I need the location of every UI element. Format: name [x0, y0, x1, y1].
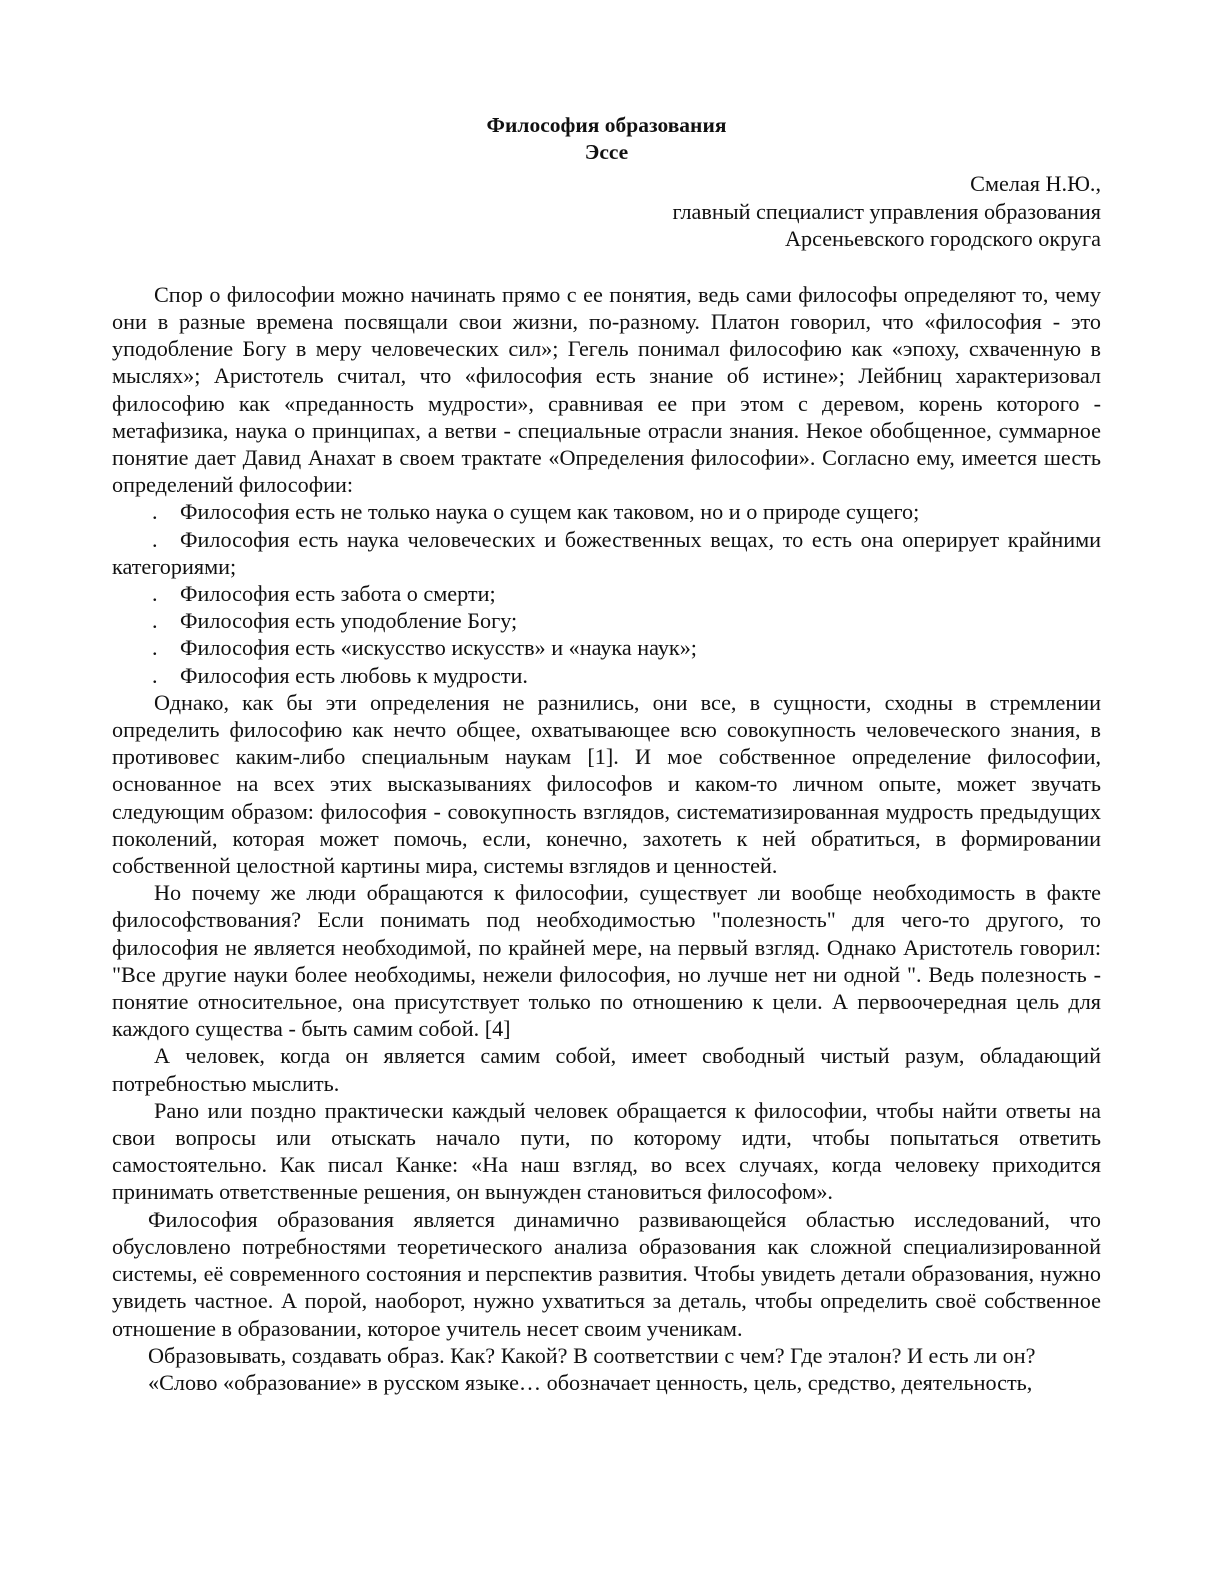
document-page: [112, 112, 1101, 1396]
list-item-text: Философия есть «искусство искусств» и «наука наук»;: [180, 635, 697, 661]
list-item-text: Философия есть наука человеческих и божественных вещах, то есть она оперирует крайними категориями;: [112, 526, 1101, 579]
document-title: Философия образования: [486, 113, 727, 137]
author-name: Смелая Н.Ю.,: [970, 171, 1101, 196]
paragraph-education-philosophy: Философия образования является динамично развивающейся областью исследований, что обусловлено потребностями теоретического анализа образования как сложной специализированной системы, её современного состояния и перспектив развития. Чтобы увидеть детали образования, нужно увидеть частное. А порой, наоборот, нужно ухватиться за деталь, чтобы определить своё собственное отношение в образовании, которое учитель несет своим ученикам.: [112, 1206, 1101, 1341]
list-item-text: Философия есть не только наука о сущем как таковом, но и о природе сущего;: [180, 499, 920, 525]
title-block: [112, 112, 1101, 166]
list-bullet: .: [152, 499, 158, 525]
paragraph-definition: Однако, как бы эти определения не разнились, они все, в сущности, сходны в стремлении определить философию как нечто общее, охватывающее всю совокупность человеческого знания, в противовес каким-либо специальным наукам [1]. И мое собственное определение философии, основанное на всех этих высказываниях философов и каком-то личном опыте, может звучать следующим образом: философия - совокупность взглядов, систематизированная мудрость предыдущих поколений, которая может помочь, если, конечно, захотеть к ней обратиться, в формировании собственной целостной картины мира, системы взглядов и ценностей.: [112, 689, 1101, 879]
definitions-list: [112, 498, 1101, 688]
paragraph-kanke: Рано или поздно практически каждый человек обращается к философии, чтобы найти ответы на свои вопросы или отыскать начало пути, по которому идти, чтобы попытаться ответить самостоятельно. Как писал Канке: «На наш взгляд, во всех случаях, когда человеку приходится принимать ответственные решения, он вынужден становиться философом».: [112, 1097, 1101, 1205]
paragraph-free-mind: А человек, когда он является самим собой, имеет свободный чистый разум, обладающий потребностью мыслить.: [112, 1043, 1101, 1096]
list-item-text: Философия есть забота о смерти;: [180, 581, 496, 607]
list-item-text: Философия есть любовь к мудрости.: [180, 662, 528, 688]
list-item: [112, 498, 1101, 525]
paragraph-intro: Спор о философии можно начинать прямо с ее понятия, ведь сами философы определяют то, чему они в разные времена посвящали свои жизни, по-разному. Платон говорил, что «философия - это уподобление Богу в меру человеческих сил»; Гегель понимал философию как «эпоху, схваченную в мыслях»; Аристотель считал, что «философия есть знание об истине»; Лейбниц характеризовал философию как «преданность мудрости», сравнивая ее при этом с деревом, корень которого - метафизика, наука о принципах, а ветви - специальные отрасли знания. Некое обобщенное, суммарное понятие дает Давид Анахат в своем трактате «Определения философии». Согласно ему, имеется шесть определений философии:: [112, 281, 1101, 498]
document-subtitle: Эссе: [584, 140, 629, 164]
list-item: [112, 580, 1101, 607]
list-bullet: .: [152, 526, 158, 552]
paragraph-word-education: «Слово «образование» в русском языке… обозначает ценность, цель, средство, деятельность,: [148, 1369, 1033, 1395]
essay-body: [112, 281, 1101, 1396]
list-item: [112, 607, 1101, 634]
author-block: [112, 170, 1101, 253]
author-organization: Арсеньевского городского округа: [784, 226, 1101, 252]
list-bullet: .: [152, 635, 158, 661]
author-position: главный специалист управления образования: [672, 198, 1101, 224]
list-bullet: .: [152, 581, 158, 607]
list-item: [112, 662, 1101, 689]
list-bullet: .: [152, 662, 158, 688]
list-item-text: Философия есть уподобление Богу;: [180, 608, 518, 634]
list-item: [112, 634, 1101, 661]
list-item: [112, 526, 1101, 580]
list-bullet: .: [152, 608, 158, 634]
paragraph-questions: Образовывать, создавать образ. Как? Какой? В соответствии с чем? Где эталон? И есть ли он?: [148, 1342, 1036, 1368]
paragraph-necessity: Но почему же люди обращаются к философии, существует ли вообще необходимость в факте философствования? Если понимать под необходимостью "полезность" для чего-то другого, то философия не является необходимой, по крайней мере, на первый взгляд. Однако Аристотель говорил: "Все другие науки более необходимы, нежели философия, но лучше нет ни одной ". Ведь полезность - понятие относительное, она присутствует только по отношению к цели. А первоочередная цель для каждого существа - быть самим собой. [4]: [112, 880, 1101, 1042]
